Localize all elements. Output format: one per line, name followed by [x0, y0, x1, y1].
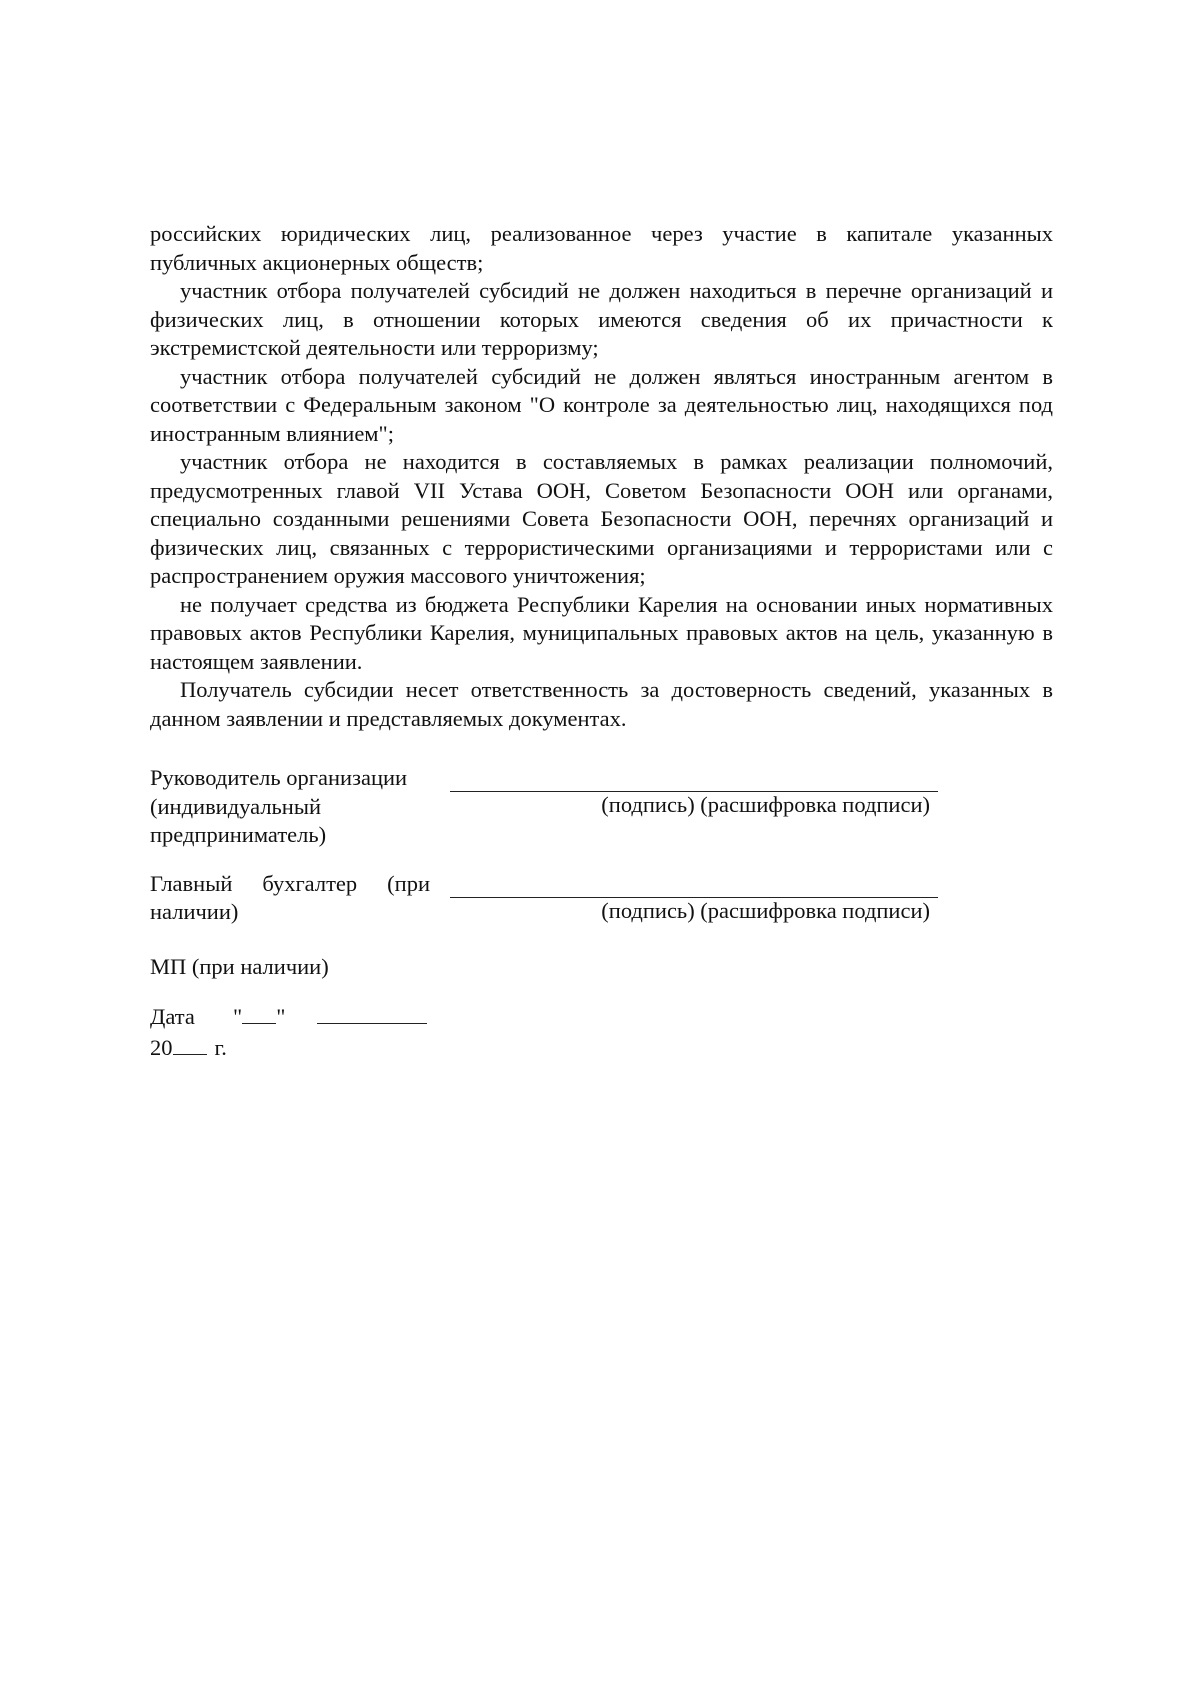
date-year-prefix: 20 [150, 1034, 173, 1060]
date-row [150, 1001, 1053, 1032]
head-signature-row [150, 764, 1053, 850]
document-body [150, 220, 1053, 1062]
accountant-signature-field[interactable] [450, 870, 938, 926]
paragraph: участник отбора получателей субсидий не должен находиться в перечне организаций и физических лиц, в отношении которых имеются сведения об их причастности к экстремистской деятельности или терроризму; [150, 278, 1053, 360]
paragraph: не получает средства из бюджета Республики Карелия на основании иных нормативных правовых актов Республики Карелия, муниципальных правовых актов на цель, указанную в настоящем заявлении. [150, 591, 1053, 674]
accountant-signature-block [150, 870, 1053, 927]
date-block [150, 1001, 1053, 1062]
paragraph-list [150, 220, 1053, 733]
date-year-row [150, 1032, 1053, 1063]
accountant-signature-label [150, 870, 430, 927]
paragraph: Получатель субсидии несет ответственность за достоверность сведений, указанных в данном заявлении и представляемых документах. [150, 677, 1053, 731]
paragraph: российских юридических лиц, реализованное через участие в капитале указанных публичных акционерных обществ; [150, 221, 1053, 275]
accountant-signature-caption: (подпись) (расшифровка подписи) [601, 897, 930, 923]
head-signature-label [150, 764, 430, 850]
head-label-line2: (индивидуальный [150, 793, 322, 819]
accountant-label-line1: Главный бухгалтер (при [150, 870, 430, 896]
date-label: Дата [150, 1004, 195, 1029]
date-day-field[interactable] [242, 1001, 276, 1024]
date-year-suffix: г. [214, 1034, 227, 1060]
head-label-line1: Руководитель организации [150, 765, 408, 790]
paragraph: участник отбора получателей субсидий не должен являться иностранным агентом в соответствии с Федеральным законом "О контроле за деятельностью лиц, находящихся под иностранным влиянием"; [150, 363, 1053, 446]
head-signature-block [150, 764, 1053, 850]
head-label-line3: предприниматель) [150, 822, 327, 847]
accountant-label-line2: наличии) [150, 899, 239, 924]
paragraph: участник отбора не находится в составляемых в рамках реализации полномочий, предусмотренных главой VII Устава ООН, Советом Безопасности ООН или органами, специально созданными решениями Совета Безопасности ООН, перечнях организаций и физических лиц, связанных с террористическими организациями и террористами или с распространением оружия массового уничтожения; [150, 449, 1053, 588]
date-quote-close: " [276, 1004, 286, 1029]
date-month-field[interactable] [317, 1001, 427, 1024]
head-signature-field[interactable] [450, 764, 938, 820]
date-quote-open: " [233, 1004, 243, 1029]
stamp-label: МП (при наличии) [150, 953, 329, 979]
head-signature-caption: (подпись) (расшифровка подписи) [601, 792, 930, 817]
accountant-signature-row [150, 870, 1053, 927]
date-year-field[interactable] [173, 1032, 207, 1055]
